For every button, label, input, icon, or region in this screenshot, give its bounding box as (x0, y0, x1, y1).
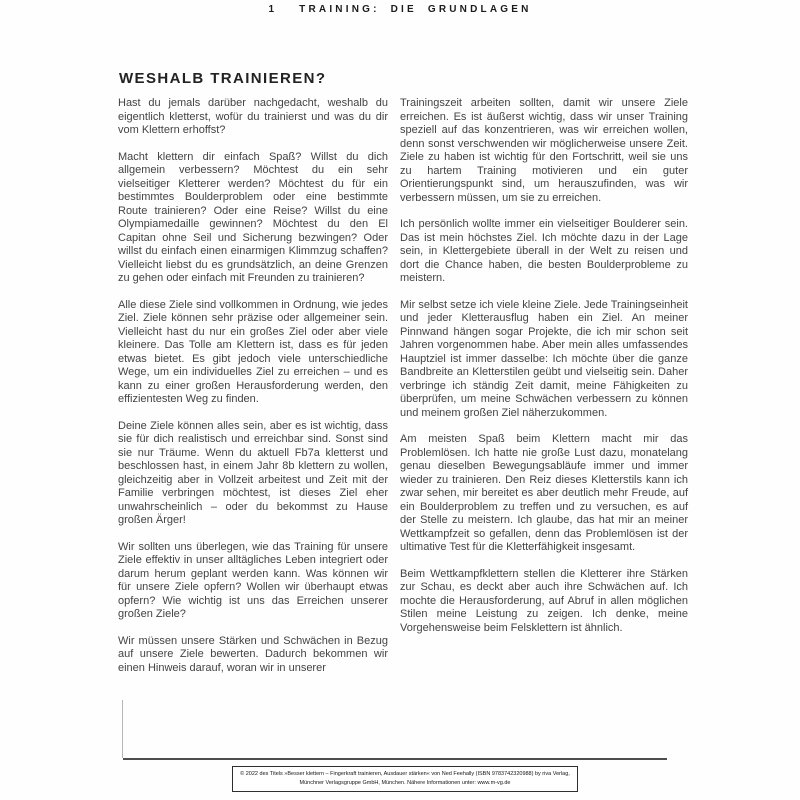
paragraph: Trainingszeit arbeiten sollten, damit wir unsere Ziele erreichen. Es ist äußerst wichtig, dass wir unser Training speziell auf das konzentrieren, was wir erreichen wollen, denn sonst verschwenden wir möglicherweise unsere Zeit. Ziele zu haben ist wichtig für den Fortschritt, weil sie uns zu hartem Training motivieren und ein guter Orientierungspunkt sind, um herauszufinden, was wir verbessern müssen, um sie zu erreichen. (400, 97, 688, 204)
paragraph: Beim Wettkampfklettern stellen die Kletterer ihre Stärken zur Schau, es deckt aber auch ihre Schwächen auf. Ich mochte die Herausforderung, auf Abruf in allen möglichen Stilen meine Leistung zu zeigen. Ich denke, meine Vorgehensweise beim Felsklettern ist ähnlich. (400, 567, 688, 634)
paragraph: Mir selbst setze ich viele kleine Ziele. Jede Trainingseinheit und jeder Kletterausflug haben ein Ziel. An meiner Pinnwand hängen sogar Projekte, die ich mir schon seit Jahren vorgenommen habe. Aber mein alles umfassendes Hauptziel ist immer dasselbe: Ich möchte über die ganze Bandbreite an Kletterstilen geübt und vielseitig sein. Daher verbringe ich ständig Zeit damit, meine Fähigkeiten zu überprüfen, um meine Schwächen verbessern zu können und meinem großen Ziel näherzukommen. (400, 298, 688, 419)
copyright-line-2: Münchner Verlagsgruppe GmbH, München. Nähere Informationen unter: www.m-vg.de (299, 779, 511, 786)
text-column-right (400, 97, 688, 635)
section-title: WESHALB TRAINIEREN? (119, 70, 327, 87)
paragraph: Macht klettern dir einfach Spaß? Willst du dich allgemein verbessern? Möchtest du ein sehr vielseitiger Kletterer werden? Möchtest du für ein bestimmtes Boulderproblem oder eine bestimmte Route trainieren? Oder eine Reise? Willst du eine Olympiamedaille gewinnen? Möchtest du den El Capitan ohne Seil und Sicherung bezwingen? Oder willst du einfach einen einarmigen Klimmzug schaffen? Vielleicht liebst du es grundsätzlich, an deine Grenzen zu gehen oder einfach mit Freunden zu trainieren? (118, 150, 388, 284)
paragraph: Alle diese Ziele sind vollkommen in Ordnung, wie jedes Ziel. Ziele können sehr präzise oder allgemeiner sein. Vielleicht hast du nur ein großes Ziel oder aber viele kleinere. Das Tolle am Klettern ist, dass es für jeden etwas bietet. Es gibt jedoch viele unterschiedliche Wege, um ein individuelles Ziel zu erreichen – und es kann zu einer großen Herausforderung werden, den effizientesten Weg zu finden. (118, 298, 388, 405)
paragraph: Wir sollten uns überlegen, wie das Training für unsere Ziele effektiv in unser alltägliches Leben integriert oder darum herum geplant werden kann. Was können wir für unsere Ziele opfern? Wollen wir überhaupt etwas opfern? Wie wichtig ist uns das Erreichen unserer großen Ziele? (118, 540, 388, 620)
paragraph: Deine Ziele können alles sein, aber es ist wichtig, dass sie für dich realistisch und erreichbar sind. Sonst sind sie nur Träume. Wenn du aktuell Fb7a kletterst und beschlossen hast, in einem Jahr 8b klettern zu wollen, gleichzeitig aber in Vollzeit arbeitest und Zeit mit der Familie verbringen möchtest, ist dieses Ziel eher unwahrscheinlich – oder du bekommst zu Hause großen Ärger! (118, 419, 388, 526)
paragraph: Am meisten Spaß beim Klettern macht mir das Problemlösen. Ich hatte nie große Lust dazu, monatelang genau dieselben Bewegungsabläufe immer und immer wieder zu trainieren. Den Reiz dieses Kletterstils kann ich zwar sehen, mir bereitet es aber deutlich mehr Freude, auf ein Boulderproblem zu treffen und zu versuchen, es auf der Stelle zu meistern. Ich glaube, das hat mir an meiner Wettkampfzeit so gefallen, denn das Problemlösen ist der ultimative Test für die Kletterfähigkeit insgesamt. (400, 433, 688, 553)
copyright-line-1: © 2022 des Titels »Besser klettern – Fingerkraft trainieren, Ausdauer stärken« von Ned Feehally (ISBN 9783742320988) by riva Verlag, (240, 771, 570, 777)
text-column-left (118, 97, 388, 675)
chapter-header: 1 TRAINING: DIE GRUNDLAGEN (268, 4, 532, 15)
page-edge-shadow (122, 700, 123, 758)
paragraph: Hast du jemals darüber nachgedacht, weshalb du eigentlich kletterst, wofür du trainierst und was du dir vom Klettern erhoffst? (118, 97, 388, 136)
paragraph: Wir müssen unsere Stärken und Schwächen in Bezug auf unsere Ziele bewerten. Dadurch bekommen wir einen Hinweis darauf, woran wir in unserer (118, 634, 388, 674)
footer-rule (123, 758, 667, 760)
paragraph: Ich persönlich wollte immer ein vielseitiger Boulderer sein. Das ist mein höchstes Ziel. Ich möchte dazu in der Lage sein, in Klettergebiete überall in der Welt zu reisen und dort die Chance haben, die besten Boulderprobleme zu meistern. (400, 218, 688, 284)
copyright-notice (232, 766, 578, 792)
